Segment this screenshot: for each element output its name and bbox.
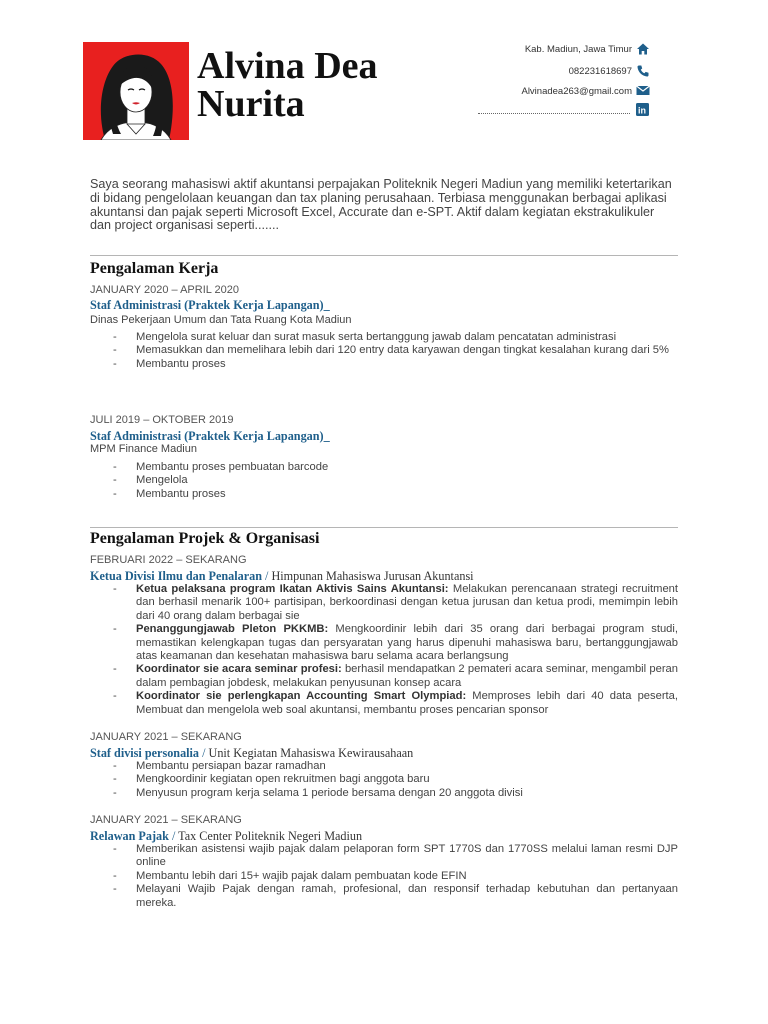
section-divider	[90, 255, 678, 256]
applicant-name	[197, 47, 378, 123]
list-item: - Mengelola	[113, 474, 678, 487]
list-item: - Memberikan asistensi wajib pajak dalam pelaporan form SPT 1770S dan 1770SS melalui laman resmi DJP online	[113, 843, 678, 870]
project-date: FEBRUARI 2022 – SEKARANG	[90, 554, 247, 566]
project-date: JANUARY 2021 – SEKARANG	[90, 814, 242, 826]
name-line-2: Nurita	[197, 83, 305, 125]
job-role: Staf Administrasi (Praktek Kerja Lapangan)_	[90, 429, 330, 443]
project-organization: Himpunan Mahasiswa Jurusan Akuntansi	[271, 569, 474, 583]
bullet-text: Melakukan perencanaan strategi recruitment dan berhasil menarik 100+ partisipan, berkoordinasi dengan ketua jurusan dan ketua prodi, memimpin lebih dari 40 orang dalam berbagai sie	[136, 583, 678, 622]
svg-text:in: in	[638, 105, 646, 116]
portrait-illustration-icon	[83, 42, 189, 140]
bullet-heading: Penanggungjawab Pleton PKKMB:	[136, 623, 329, 636]
email-icon	[636, 82, 650, 96]
home-icon	[636, 41, 650, 55]
section-divider	[90, 527, 678, 528]
list-item: - Membantu proses	[113, 488, 678, 501]
bullet-heading: Ketua pelaksana program Ikatan Aktivis Sains Akuntansi:	[136, 583, 449, 595]
job-date: JANUARY 2020 – APRIL 2020	[90, 284, 240, 296]
profile-summary: Saya seorang mahasiswi aktif akuntansi perpajakan Politeknik Negeri Madiun yang memiliki ketertarikan di bidang pengelolaan keuangan dan tax planing perusahaan. Terbiasa menggunakan berbagai aplikasi akuntansi dan pajak seperti Microsoft Excel, Accurate dan e-SPT. Aktif dalam kegiatan ekstrakulikuler dan project organisasi seperti.......	[90, 177, 672, 233]
list-item: - Membantu proses pembuatan barcode	[113, 461, 678, 474]
bullet-text: berhasil mendapatkan 2 pemateri acara seminar, mengambil peran dalam pembagian jobdesk, melakukan penyusunan konsep acara	[136, 663, 678, 689]
project-organization: Unit Kegiatan Mahasiswa Kewirausahaan	[208, 746, 414, 760]
list-item: - Melayani Wajib Pajak dengan ramah, profesional, dan responsif terhadap kebutuhan dan pertanyaan mereka.	[113, 883, 678, 910]
list-item: - Menyusun program kerja selama 1 periode bersama dengan 20 anggota divisi	[113, 787, 678, 800]
job-company: Dinas Pekerjaan Umum dan Tata Ruang Kota Madiun	[90, 314, 352, 326]
project-date: JANUARY 2021 – SEKARANG	[90, 731, 242, 743]
phone-icon	[636, 63, 650, 77]
project-role	[90, 746, 413, 761]
bullet-heading: Koordinator sie perlengkapan Accounting Smart Olympiad:	[136, 690, 467, 703]
list-item	[113, 663, 678, 690]
job-role: Staf Administrasi (Praktek Kerja Lapangan)_	[90, 298, 330, 312]
bullet-heading: Koordinator sie acara seminar profesi:	[136, 663, 342, 676]
role-separator: /	[262, 569, 272, 583]
list-item: - Mengelola surat keluar dan surat masuk serta bertanggung jawab dalam pencatatan administrasi	[113, 331, 678, 344]
list-item	[113, 623, 678, 663]
role-separator: /	[168, 829, 179, 843]
section-title-projects: Pengalaman Projek & Organisasi	[90, 530, 320, 547]
project-role	[90, 569, 474, 584]
project-organization: Tax Center Politeknik Negeri Madiun	[178, 829, 363, 843]
list-item: - Membantu lebih dari 15+ wajib pajak dalam pembuatan kode EFIN	[113, 870, 678, 883]
project-role-title: Relawan Pajak	[90, 829, 169, 843]
job-date: JULI 2019 – OKTOBER 2019	[90, 414, 234, 426]
project-bullets	[113, 843, 678, 910]
list-item: - Membantu proses	[113, 358, 678, 371]
role-separator: /	[199, 746, 209, 760]
contact-dotted-divider	[478, 113, 630, 114]
project-role-title: Ketua Divisi Ilmu dan Penalaran	[90, 569, 262, 583]
linkedin-icon[interactable]	[636, 101, 650, 115]
job-bullets	[113, 461, 678, 501]
project-bullets	[113, 760, 678, 800]
section-title-work: Pengalaman Kerja	[90, 260, 219, 277]
list-item: - Mengkoordinir kegiatan open rekruitmen bagi anggota baru	[113, 773, 678, 786]
profile-photo	[83, 42, 189, 140]
list-item: - Memasukkan dan memelihara lebih dari 120 entry data karyawan dengan tingkat kesalahan kurang dari 5%	[113, 344, 678, 357]
list-item	[113, 583, 678, 623]
contact-location: Kab. Madiun, Jawa Timur	[524, 44, 632, 55]
name-line-1: Alvina Dea	[197, 45, 378, 87]
job-company: MPM Finance Madiun	[90, 443, 197, 455]
bullet-text: Mengkoordinir lebih dari 35 orang dari berbagai program studi, memastikan kelengkapan tugas dan persyaratan yang harus dipenuhi mahasiswa baru, bertanggungjawab atas keamanan dan kesehatan mahasiswa baru selama acara berlangsung	[136, 623, 678, 663]
project-bullets	[113, 583, 678, 717]
contact-email[interactable]: Alvinadea263@gmail.com	[521, 86, 632, 97]
list-item	[113, 690, 678, 717]
project-role-title: Staf divisi personalia	[90, 746, 200, 760]
project-role	[90, 829, 362, 844]
bullet-text: Memproses lebih dari 40 data peserta, Membuat dan mengelola web soal akuntansi, membantu proses pencarian sponsor	[136, 690, 678, 716]
contact-phone[interactable]: 082231618697	[568, 66, 632, 77]
list-item: - Membantu persiapan bazar ramadhan	[113, 760, 678, 773]
job-bullets	[113, 331, 678, 371]
